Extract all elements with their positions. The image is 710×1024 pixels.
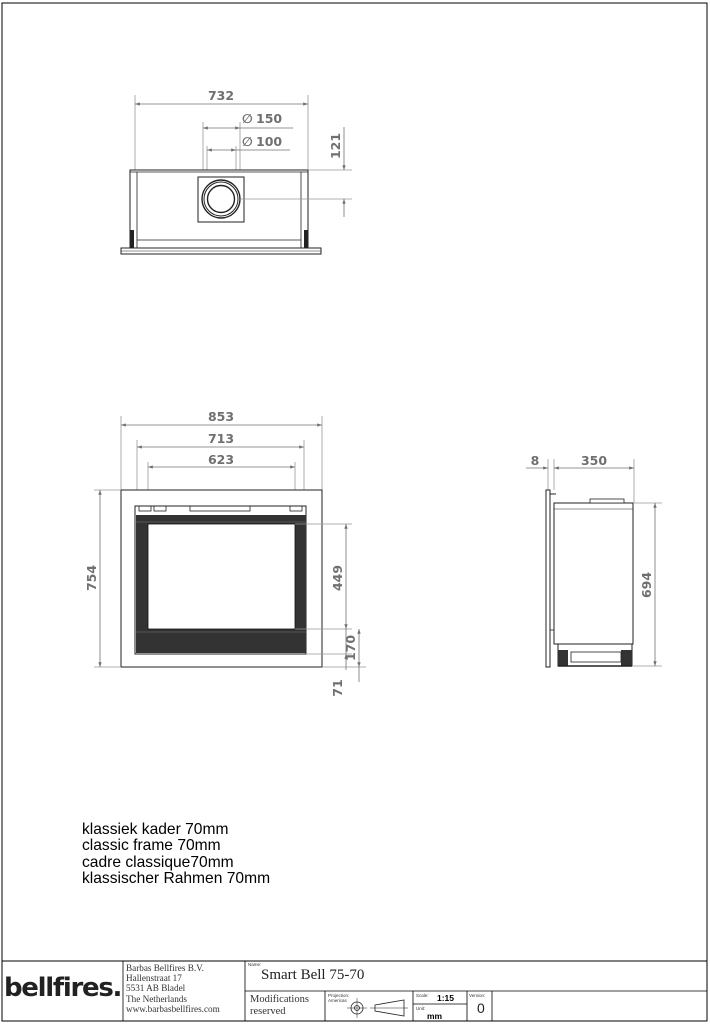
front-view	[84, 409, 366, 697]
dim-flue-inner: 100	[256, 134, 283, 149]
version-value: 0	[477, 1000, 485, 1016]
dim-bottom-offset: 71	[330, 679, 345, 697]
diameter-symbol-outer: ∅	[242, 111, 253, 126]
dim-body-width: 713	[207, 431, 235, 446]
dim-side-depth: 350	[580, 453, 608, 468]
dim-frame-bottom: 170	[343, 634, 358, 662]
top-view	[121, 88, 352, 254]
projection-symbol	[347, 998, 408, 1018]
unit-value: mm	[427, 1011, 443, 1021]
name-label: Name:	[248, 962, 262, 967]
projection-label: Projection:	[328, 993, 350, 998]
company-street: Hallenstraat 17	[126, 973, 182, 984]
company-country: The Netherlands	[126, 993, 187, 1004]
dim-top-width: 732	[207, 88, 235, 103]
dim-flue-outer: 150	[256, 111, 283, 126]
side-body	[554, 503, 633, 644]
projection-value: Americas	[328, 998, 347, 1003]
side-view	[526, 453, 662, 667]
company-website: www.barbasbellfires.com	[126, 1003, 220, 1014]
frame-captions	[82, 822, 270, 888]
dim-glass-height: 449	[330, 564, 345, 592]
company-address	[126, 963, 220, 1014]
dim-frame-width: 853	[207, 409, 235, 424]
caption-de: klassischer Rahmen 70mm	[82, 870, 271, 888]
version-label: Version:	[469, 993, 486, 998]
modifications-line-2: reserved	[250, 1005, 286, 1017]
unit-label: Unit:	[416, 1006, 426, 1011]
dim-glass-width: 623	[207, 452, 235, 467]
bellfires-logo: bellfires.	[4, 973, 122, 1003]
flue-inner-circle	[208, 186, 235, 213]
modifications-line-1: Modifications	[250, 994, 309, 1005]
scale-value: 1:15	[437, 993, 455, 1003]
drawing-title: Smart Bell 75-70	[261, 967, 365, 983]
side-front-plate	[546, 490, 550, 667]
dim-frame-height: 754	[84, 564, 99, 592]
glass-panel	[148, 524, 295, 629]
company-name: Barbas Bellfires B.V.	[126, 963, 204, 973]
caption-fr: cadre classique70mm	[82, 853, 234, 871]
diameter-symbol-inner: ∅	[242, 134, 253, 149]
caption-en: classic frame 70mm	[82, 837, 221, 855]
scale-label: Scale:	[416, 993, 429, 998]
dim-side-height: 694	[639, 571, 654, 599]
dim-top-depth: 121	[328, 132, 343, 160]
caption-nl: klassiek kader 70mm	[82, 821, 229, 838]
company-city: 5531 AB Bladel	[126, 983, 186, 994]
dim-side-frame: 8	[530, 453, 540, 468]
modifications-note	[250, 994, 309, 1017]
